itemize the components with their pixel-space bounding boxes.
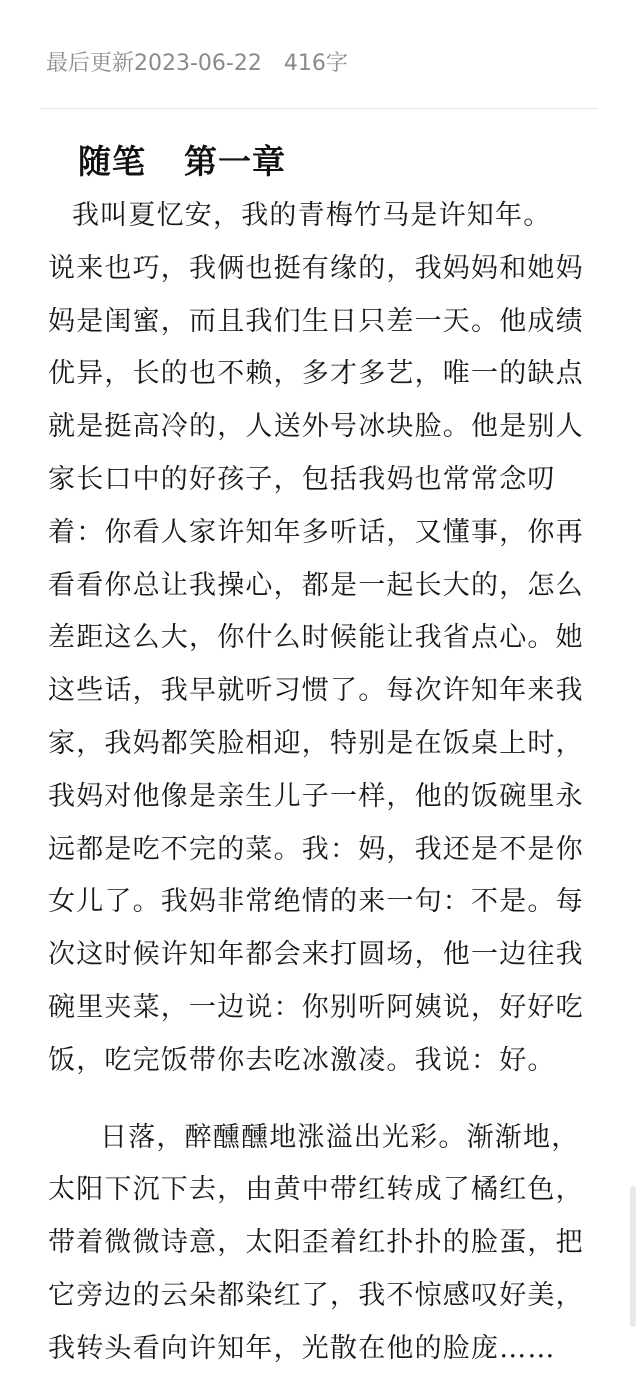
article-meta <box>46 46 348 77</box>
text-line: 优异，长的也不赖，多才多艺，唯一的缺点 <box>48 358 584 390</box>
word-count: 416字 <box>283 51 348 76</box>
header-divider <box>40 108 598 109</box>
text-line: 日落，醉醺醺地涨溢出光彩。渐渐地， <box>100 1121 580 1153</box>
text-line: 次这时候许知年都会来打圆场，他一边往我 <box>48 939 584 971</box>
text-line: 我转头看向许知年，光散在他的脸庞…… <box>48 1332 556 1364</box>
text-line: 远都是吃不完的菜。我：妈，我还是不是你 <box>48 833 584 865</box>
chapter-title-part1: 随笔 <box>78 142 146 181</box>
text-line: 带着微微诗意，太阳歪着红扑扑的脸蛋，把 <box>48 1227 584 1259</box>
text-line: 碗里夹菜，一边说：你别听阿姨说，好好吃 <box>48 991 584 1023</box>
text-line: 太阳下沉下去，由黄中带红转成了橘红色， <box>48 1174 584 1206</box>
text-line: 家长口中的好孩子，包括我妈也常常念叨 <box>48 463 556 495</box>
scrollbar[interactable] <box>630 1186 636 1327</box>
paragraph-1 <box>48 190 596 1088</box>
text-line: 差距这么大，你什么时候能让我省点心。她 <box>48 622 584 654</box>
text-line: 它旁边的云朵都染红了，我不惊感叹好美， <box>48 1279 584 1311</box>
last-updated-date: 最后更新2023-06-22 <box>46 51 262 76</box>
text-line: 看看你总让我操心，都是一起长大的，怎么 <box>48 569 584 601</box>
text-line: 家，我妈都笑脸相迎，特别是在饭桌上时， <box>48 727 584 759</box>
text-line: 女儿了。我妈非常绝情的来一句：不是。每 <box>48 886 584 918</box>
paragraph-gap <box>48 1088 596 1112</box>
text-line: 着：你看人家许知年多听话，又懂事，你再 <box>48 516 584 548</box>
article-body <box>48 190 596 1376</box>
text-line: 妈是闺蜜，而且我们生日只差一天。他成绩 <box>48 305 584 337</box>
text-line: 我妈对他像是亲生儿子一样，他的饭碗里永 <box>48 780 584 812</box>
text-line: 说来也巧，我俩也挺有缘的，我妈妈和她妈 <box>48 252 584 284</box>
text-line: 就是挺高冷的，人送外号冰块脸。他是别人 <box>48 411 584 443</box>
chapter-title-part2: 第一章 <box>184 142 286 181</box>
paragraph-2 <box>48 1112 596 1376</box>
chapter-title <box>78 136 286 183</box>
text-line: 饭，吃完饭带你去吃冰激凌。我说：好。 <box>48 1044 556 1076</box>
text-line: 这些话，我早就听习惯了。每次许知年来我 <box>48 675 584 707</box>
text-line: 我叫夏忆安，我的青梅竹马是许知年。 <box>72 200 552 231</box>
